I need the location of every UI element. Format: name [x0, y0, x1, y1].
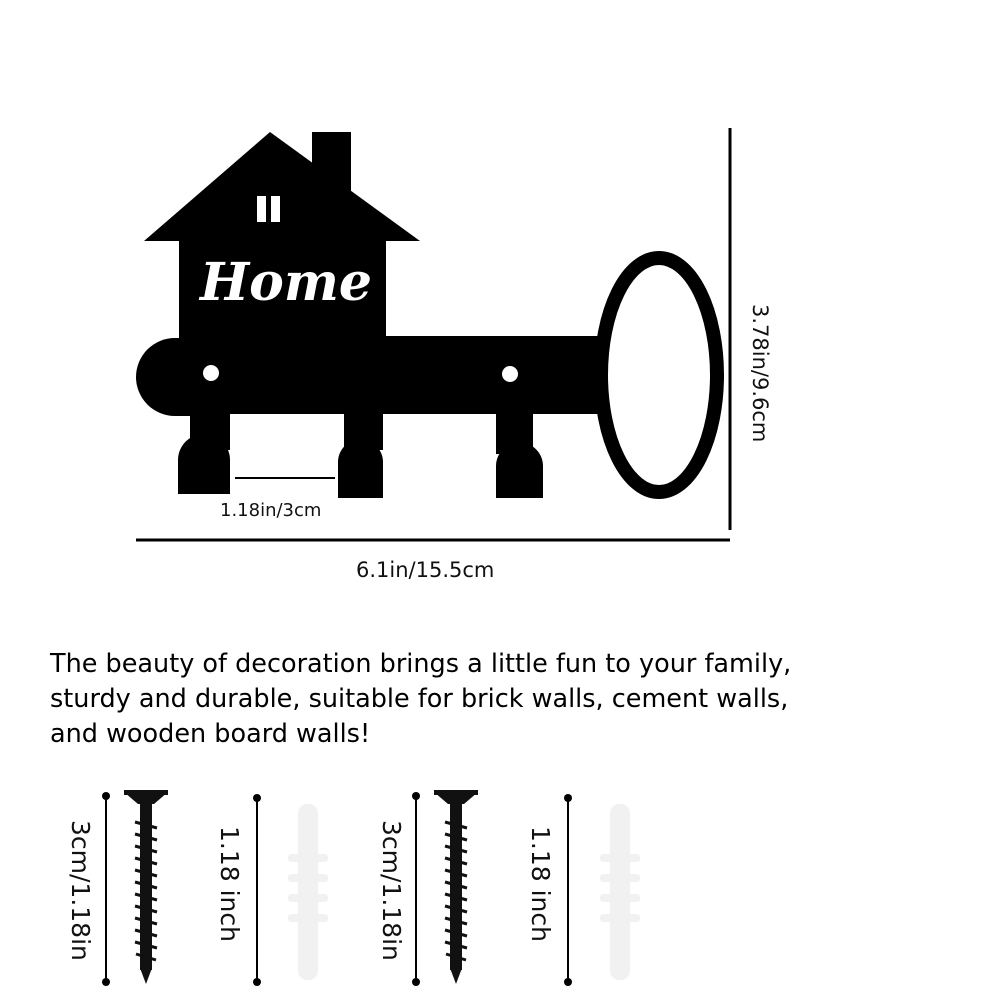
hardware-illustration	[0, 770, 1000, 1000]
key-ring	[601, 258, 717, 492]
description-line-2: sturdy and durable, suitable for brick walls, cement walls,	[50, 684, 789, 714]
description-line-1: The beauty of decoration brings a little fun to your family,	[50, 649, 792, 679]
width-dimension-label: 6.1in/15.5cm	[356, 558, 495, 582]
anchor-length-label: 1.18 inch	[526, 826, 555, 942]
wall-anchor-icon	[600, 804, 640, 980]
screw-length-label: 3cm/1.18in	[377, 820, 406, 961]
description-line-3: and wooden board walls!	[50, 719, 371, 749]
anchor-length-label: 1.18 inch	[215, 826, 244, 942]
screw-icon	[124, 790, 168, 984]
home-logo-text: Home	[200, 252, 372, 313]
wall-anchor-icon	[288, 804, 328, 980]
product-description	[50, 647, 970, 752]
height-dimension-label: 3.78in/9.6cm	[748, 304, 772, 443]
screw-length-label: 3cm/1.18in	[66, 820, 95, 961]
hook-spacing-label: 1.18in/3cm	[220, 500, 322, 521]
screw-icon	[434, 790, 478, 984]
